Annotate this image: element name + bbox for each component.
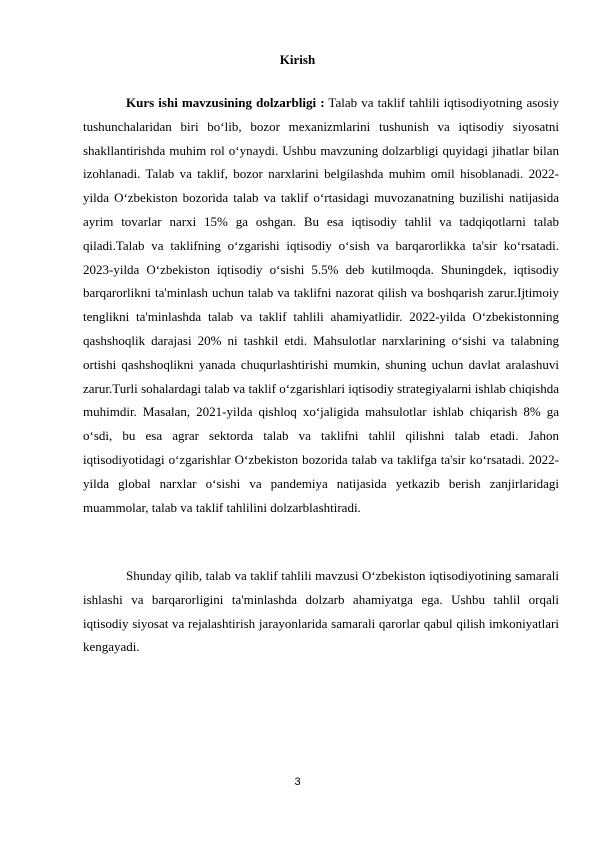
relevance-text: Talab va taklif tahlili iqtisodiyotning asosiy tushunchalaridan biri bo‘lib, bozor mexanizmlarini tushunish va iqtisodiy siyosatni shakllantirishda muhim rol o‘ynaydi. Ushbu mavzuning dolzarbligi quyidagi jihatlar bilan izohlanadi. Talab va taklif, bozor narxlarini belgilashda muhim omil hisoblanadi. 2022-yilda O‘zbekiston bozorida talab va taklif o‘rtasidagi muvozanatning buzilishi natijasida ayrim tovarlar narxi 15% ga oshgan. Bu esa iqtisodiy tahlil va tadqiqotlarni talab qiladi.Talab va taklifning o‘zgarishi iqtisodiy o‘sish va barqarorlikka ta'sir ko‘rsatadi. 2023-yilda O‘zbekiston iqtisodiy o‘sishi 5.5% deb kutilmoqda. Shuningdek, iqtisodiy barqarorlikni ta'minlash uchun talab va taklifni nazorat qilish va boshqarish zarur.Ijtimoiy tenglikni ta'minlashda talab va taklif tahlili ahamiyatlidir. 2022-yilda O‘zbekistonning qashshoqlik darajasi 20% ni tashkil etdi. Mahsulotlar narxlarining o‘sishi va talabning ortishi qashshoqlikni yanada chuqurlashtirishi mumkin, shuning uchun davlat aralashuvi zarur.Turli sohalardagi talab va taklif o‘zgarishlari iqtisodiy strategiyalarni ishlab chiqishda muhimdir. Masalan, 2021-yilda qishloq xo‘jaligida mahsulotlar ishlab chiqarish 8% ga o‘sdi, bu esa agrar sektorda talab va taklifni tahlil qilishni talab etadi. Jahon iqtisodiyotidagi o‘zgarishlar O‘zbekiston bozorida talab va taklifga ta'sir ko‘rsatadi. 2022-yilda global narxlar o‘sishi va pandemiya natijasida yetkazib berish zanjirlaridagi muammolar, talab va taklif tahlilini dolzarblashtiradi. [83,95,559,515]
conclusion-paragraph: Shunday qilib, talab va taklif tahlili mavzusi O‘zbekiston iqtisodiyotining samarali ishlashi va barqarorligini ta'minlashda dolzarb ahamiyatga ega. Ushbu tahlil orqali iqtisodiy siyosat va rejalashtirish jarayonlarida samarali qarorlar qabul qilish imkoniyatlari kengayadi. [83,568,559,655]
relevance-lead: Kurs ishi mavzusining dolzarbligi : [126,95,325,110]
page-number: 3 [294,776,301,788]
relevance-paragraph [83,91,559,519]
page-title: Kirish [279,52,316,67]
